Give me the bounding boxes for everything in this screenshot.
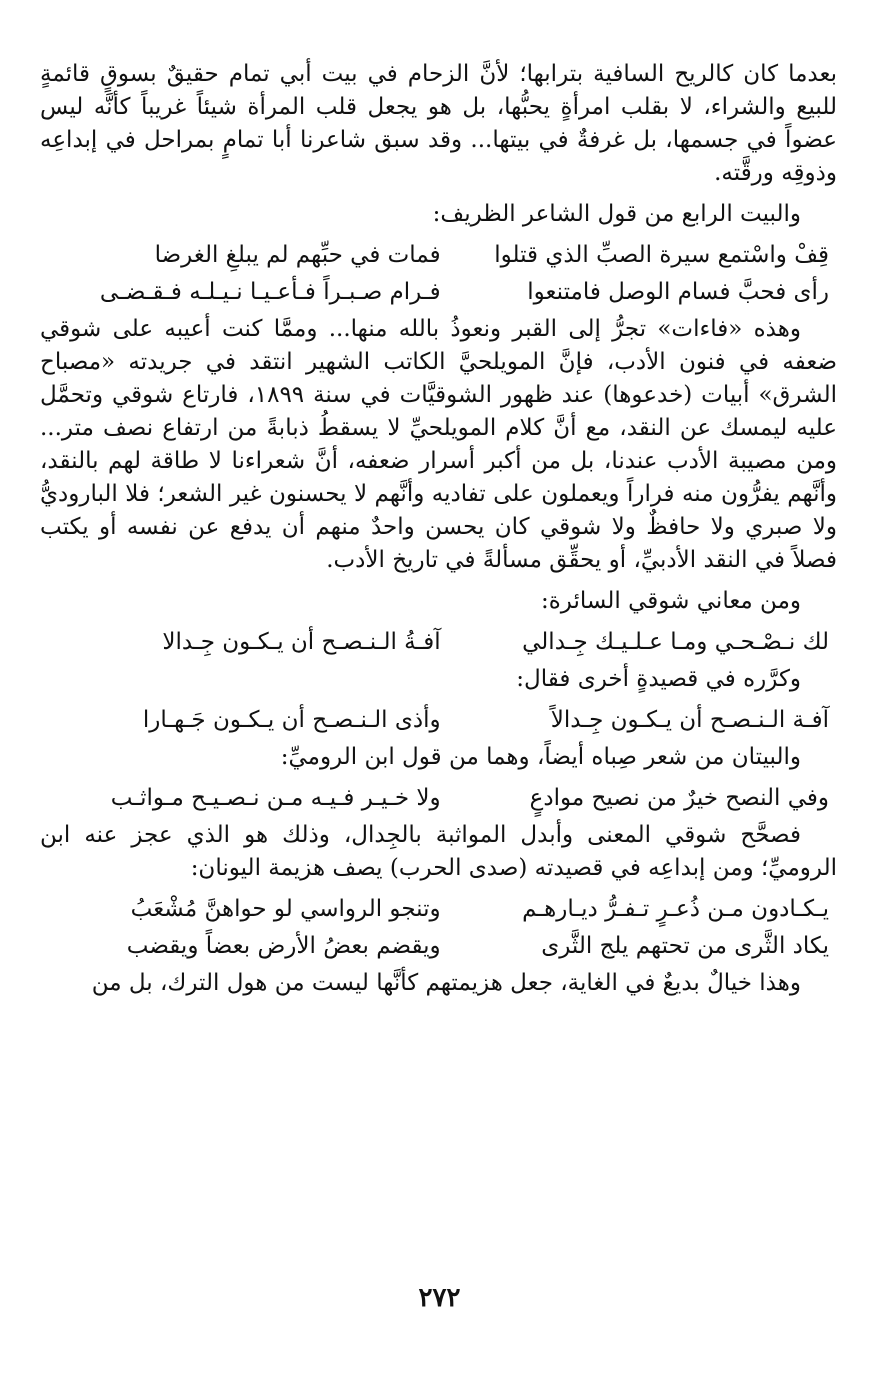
paragraph-fourth-verse-intro: والبيت الرابع من قول الشاعر الظريف: [432,201,801,227]
verse-line-7 [40,930,837,967]
verse-second-hemistich: ويقضم بعضُ الأرض بعضاً ويقضب [126,933,441,959]
verse-first-hemistich: قِفْ واسْتمع سيرة الصبِّ الذي قتلوا [494,242,829,268]
verse-first-hemistich: يكاد الثَّرى من تحتهم يلج الثَّرى [541,933,829,959]
verse-second-hemistich: وأذى الـنـصـح أن يـكـون جَـهـارا [142,707,441,733]
verse-second-hemistich: آفـةُ الـنـصـح أن يـكـون جِـدالا [162,629,441,655]
verse-second-hemistich: فـرام صـبـراً فـأعـيـا نـيـلـه فـقـضـى [99,279,441,305]
verse-line-4 [40,704,837,741]
verse-line-3 [40,626,837,663]
verse-second-hemistich: وتنجو الرواسي لو حواهنَّ مُشْعَبُ [130,896,441,922]
verse-line-6 [40,893,837,930]
paragraph-criticism: وهذه «فاءات» تجرُّ إلى القبر ونعوذُ بالله منها... وممَّا كنت أعيبه على شوقي ضعفه في فنون الأدب، فإنَّ المويلحيَّ الكاتب الشهير انتقد في جريدته «مصباح الشرق» أبيات (خدعوها) عند ظهور الشوقيَّات في سنة ١٨٩٩، فارتاع شوقي وتحمَّل عليه ليمسك عن النقد، مع أنَّ كلام المويلحيِّ لا يسقطُ ذبابةً من ارتفاع نصف متر... ومن مصيبة الأدب عندنا، بل من أكبر أسرار ضعفه، أنَّ شعراءنا لا طاقة لهم بالنقد، وأنَّهم يفرُّون منه فراراً ويعملون على تفاديه وأنَّهم لا يحسنون غير الشعر؛ فلا الباروديُّ ولا صبري ولا حافظٌ ولا شوقي كان يحسن واحدٌ منهم أن يدفع عن نفسه أو يكتب فصلاً في النقد الأدبيِّ، أو يحقِّق مسألةً في تاريخ الأدب. [40,316,837,573]
verse-second-hemistich: ولا خـيـر فـيـه مـن نـصـيـح مـواثـب [110,785,441,811]
verse-second-hemistich: فمات في حبِّهم لم يبلغِ الغرضا [154,242,441,268]
paragraph-correction: فصحَّح شوقي المعنى وأبدل المواثبة بالجِدال، وذلك هو الذي عجز عنه ابن الروميِّ؛ ومن إبداعِه في قصيدته (صدى الحرب) يصف هزيمة اليونان: [40,822,837,881]
verse-first-hemistich: يـكـادون مـن ذُعـرٍ تـفـرُّ ديـارهـم [522,896,829,922]
paragraph-intro: بعدما كان كالريح السافية بترابها؛ لأنَّ الزحام في بيت أبي تمام حقيقٌ بسوقٍ قائمةٍ للبيع والشراء، لا بقلب امرأةٍ يحبُّها، بل هو يجعل قلب المرأة شيئاً غريباً كأنَّه ليس عضواً في جسمها، بل غرفةٌ في بيتها... وقد سبق شاعرنا أبا تمامٍ بمراحل في إبداعِه وذوقِه ورقَّته. [40,61,837,186]
paragraph-ibn-rumi-intro: والبيتان من شعر صِباه أيضاً، وهما من قول ابن الروميِّ: [280,744,801,770]
verse-first-hemistich: لك نـصْـحـي ومـا عـلـيـك جِـدالي [522,629,829,655]
page-body [40,58,837,1008]
verse-line-5 [40,782,837,819]
verse-first-hemistich: وفي النصح خيرٌ من نصيح موادعٍ [529,785,829,811]
paragraph-repeated: وكرَّره في قصيدةٍ أخرى فقال: [516,666,801,692]
verse-first-hemistich: رأى فحبَّ فسام الوصل فامتنعوا [527,279,829,305]
page-number: ٢٧٢ [418,1283,461,1313]
paragraph-closing: وهذا خيالٌ بديعٌ في الغاية، جعل هزيمتهم كأنَّها ليست من هول الترك، بل من [91,970,801,996]
paragraph-shawqi-meanings-intro: ومن معاني شوقي السائرة: [541,588,801,614]
verse-line-1 [40,239,837,276]
verse-line-2 [40,276,837,313]
verse-first-hemistich: آفـة الـنـصـح أن يـكـون جِـدالاً [550,707,829,733]
